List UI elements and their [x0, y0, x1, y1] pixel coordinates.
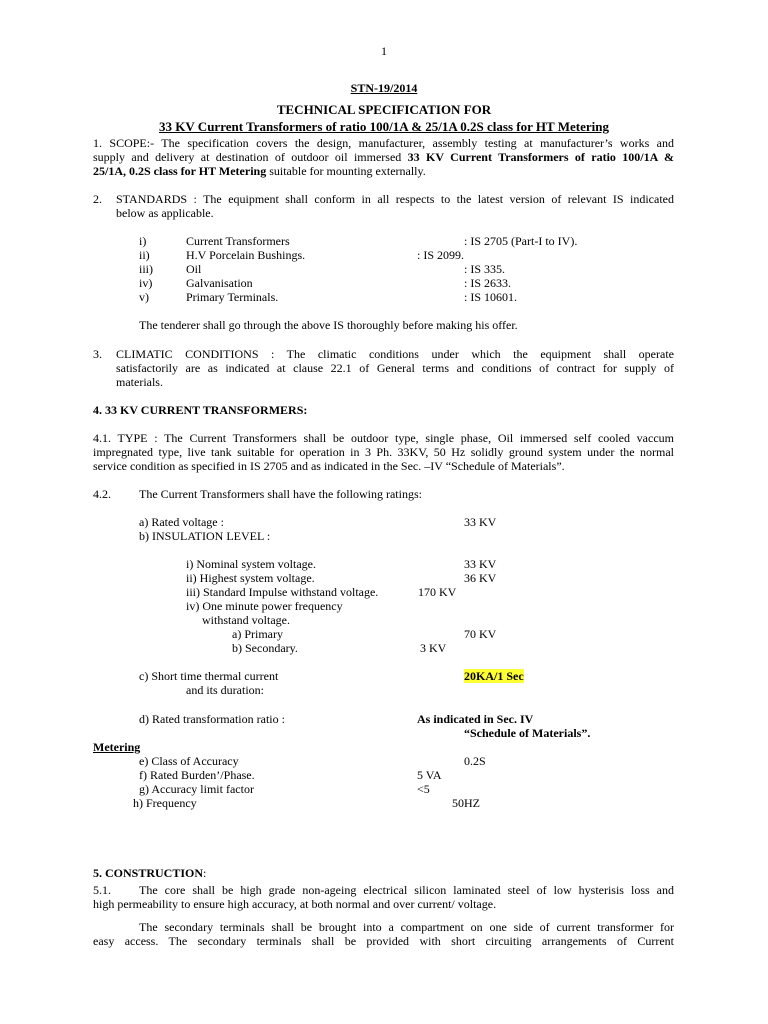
standard-item-number: i): [139, 234, 147, 248]
construction-para-number: 5.1.: [93, 883, 111, 897]
standard-item-number: iii): [139, 262, 153, 276]
type-line-1: 4.1. TYPE : The Current Transformers shall be outdoor type, single phase, Oil immersed self cooled vaccum: [93, 431, 674, 445]
standard-item-value: : IS 10601.: [464, 290, 518, 304]
rated-voltage-label: a) Rated voltage :: [139, 515, 224, 529]
standard-item-number: iv): [139, 276, 153, 290]
standard-item-value: : IS 335.: [464, 262, 506, 276]
construction-heading: 5. CONSTRUCTION:: [93, 866, 207, 880]
accuracy-limit-label: g) Accuracy limit factor: [139, 782, 254, 796]
transformation-ratio-label: d) Rated transformation ratio :: [139, 712, 285, 726]
rated-burden-label: f) Rated Burden’/Phase.: [139, 768, 255, 782]
heading-title: 33 KV Current Transformers of ratio 100/1A & 25/1A 0.2S class for HT Metering: [159, 119, 609, 134]
type-line-3: service condition as specified in IS 2705 and as indicated in the Sec. –IV “Schedule of Materials”.: [93, 459, 565, 473]
standards-line-2: below as applicable.: [116, 206, 214, 220]
rated-voltage-value: 33 KV: [464, 515, 497, 529]
standard-item-number: ii): [139, 248, 150, 262]
accuracy-class-value: 0.2S: [464, 754, 486, 768]
ratings-intro: The Current Transformers shall have the following ratings:: [139, 487, 422, 501]
standard-item-value: : IS 2099.: [417, 248, 465, 262]
heading-technical-specification: TECHNICAL SPECIFICATION FOR: [276, 102, 492, 117]
construction-para-1-line-2: high permeability to ensure high accuracy, at both normal and over current/ voltage.: [93, 897, 497, 911]
ratings-number: 4.2.: [93, 487, 111, 501]
scope-line-3: 25/1A, 0.2S class for HT Metering suitable for mounting externally.: [93, 164, 426, 178]
standards-note: The tenderer shall go through the above IS thoroughly before making his offer.: [139, 318, 518, 332]
scope-line-1: 1. SCOPE:- The specification covers the design, manufacturer, assembly testing at manufacturer’s works and: [93, 136, 674, 150]
scope-line-2: supply and delivery at destination of outdoor oil immersed 33 KV Current Transformers of ratio 100/1A &: [93, 150, 674, 164]
impulse-voltage-value: 170 KV: [418, 585, 457, 599]
insulation-level-label: b) INSULATION LEVEL :: [139, 529, 271, 543]
section-4-heading: 4. 33 KV CURRENT TRANSFORMERS:: [93, 403, 308, 417]
type-line-2: impregnated type, live tank suitable for operation in 3 Ph. 33KV, 50 Hz solidly ground system under the normal: [93, 445, 674, 459]
accuracy-limit-value: <5: [417, 782, 430, 796]
standard-item-name: Current Transformers: [186, 234, 290, 248]
standards-number: 2.: [93, 192, 102, 206]
climatic-line-3: materials.: [116, 375, 163, 389]
frequency-value: 50HZ: [452, 796, 480, 810]
standard-item-name: H.V Porcelain Bushings.: [186, 248, 306, 262]
thermal-current-label: c) Short time thermal current: [139, 669, 279, 683]
standard-item-value: : IS 2705 (Part-I to IV).: [464, 234, 578, 248]
nominal-voltage-value: 33 KV: [464, 557, 497, 571]
secondary-value: 3 KV: [420, 641, 447, 655]
schedule-of-materials-ref: “Schedule of Materials”.: [464, 726, 591, 740]
climatic-number: 3.: [93, 347, 102, 361]
rated-burden-value: 5 VA: [417, 768, 442, 782]
accuracy-class-label: e) Class of Accuracy: [139, 754, 239, 768]
standard-item-name: Galvanisation: [186, 276, 253, 290]
nominal-voltage-label: i) Nominal system voltage.: [186, 557, 316, 571]
transformation-ratio-value: As indicated in Sec. IV: [417, 712, 534, 726]
thermal-current-value: 20KA/1 Sec: [464, 669, 524, 683]
standard-item-value: : IS 2633.: [464, 276, 512, 290]
metering-heading: Metering: [93, 740, 141, 754]
primary-value: 70 KV: [464, 627, 497, 641]
frequency-label: h) Frequency: [133, 796, 197, 810]
construction-para-1-line-1: The core shall be high grade non-ageing electrical silicon laminated steel of low hysterisis loss and: [139, 883, 674, 897]
thermal-duration-label: and its duration:: [186, 683, 264, 697]
highest-voltage-value: 36 KV: [464, 571, 497, 585]
page-number: 1: [381, 44, 387, 58]
climatic-line-1: CLIMATIC CONDITIONS : The climatic conditions under which the equipment shall operate: [116, 347, 674, 361]
power-frequency-label: iv) One minute power frequency: [186, 599, 343, 613]
doc-code: STN-19/2014: [350, 81, 418, 95]
climatic-line-2: satisfactorily are as indicated at clause 22.1 of General terms and conditions of contract for supply of: [116, 361, 674, 375]
construction-para-2-line-1: The secondary terminals shall be brought into a compartment on one side of current transformer for: [139, 920, 674, 934]
standard-item-number: v): [139, 290, 149, 304]
standard-item-name: Oil: [186, 262, 202, 276]
standard-item-name: Primary Terminals.: [186, 290, 279, 304]
construction-para-2-line-2: easy access. The secondary terminals shall be provided with short circuiting arrangements of Current: [93, 934, 674, 948]
primary-label: a) Primary: [232, 627, 283, 641]
secondary-label: b) Secondary.: [232, 641, 298, 655]
withstand-voltage-label: withstand voltage.: [202, 613, 290, 627]
highest-voltage-label: ii) Highest system voltage.: [186, 571, 315, 585]
standards-line-1: STANDARDS : The equipment shall conform in all respects to the latest version of relevant IS indicated: [116, 192, 674, 206]
impulse-voltage-label: iii) Standard Impulse withstand voltage.: [186, 585, 379, 599]
